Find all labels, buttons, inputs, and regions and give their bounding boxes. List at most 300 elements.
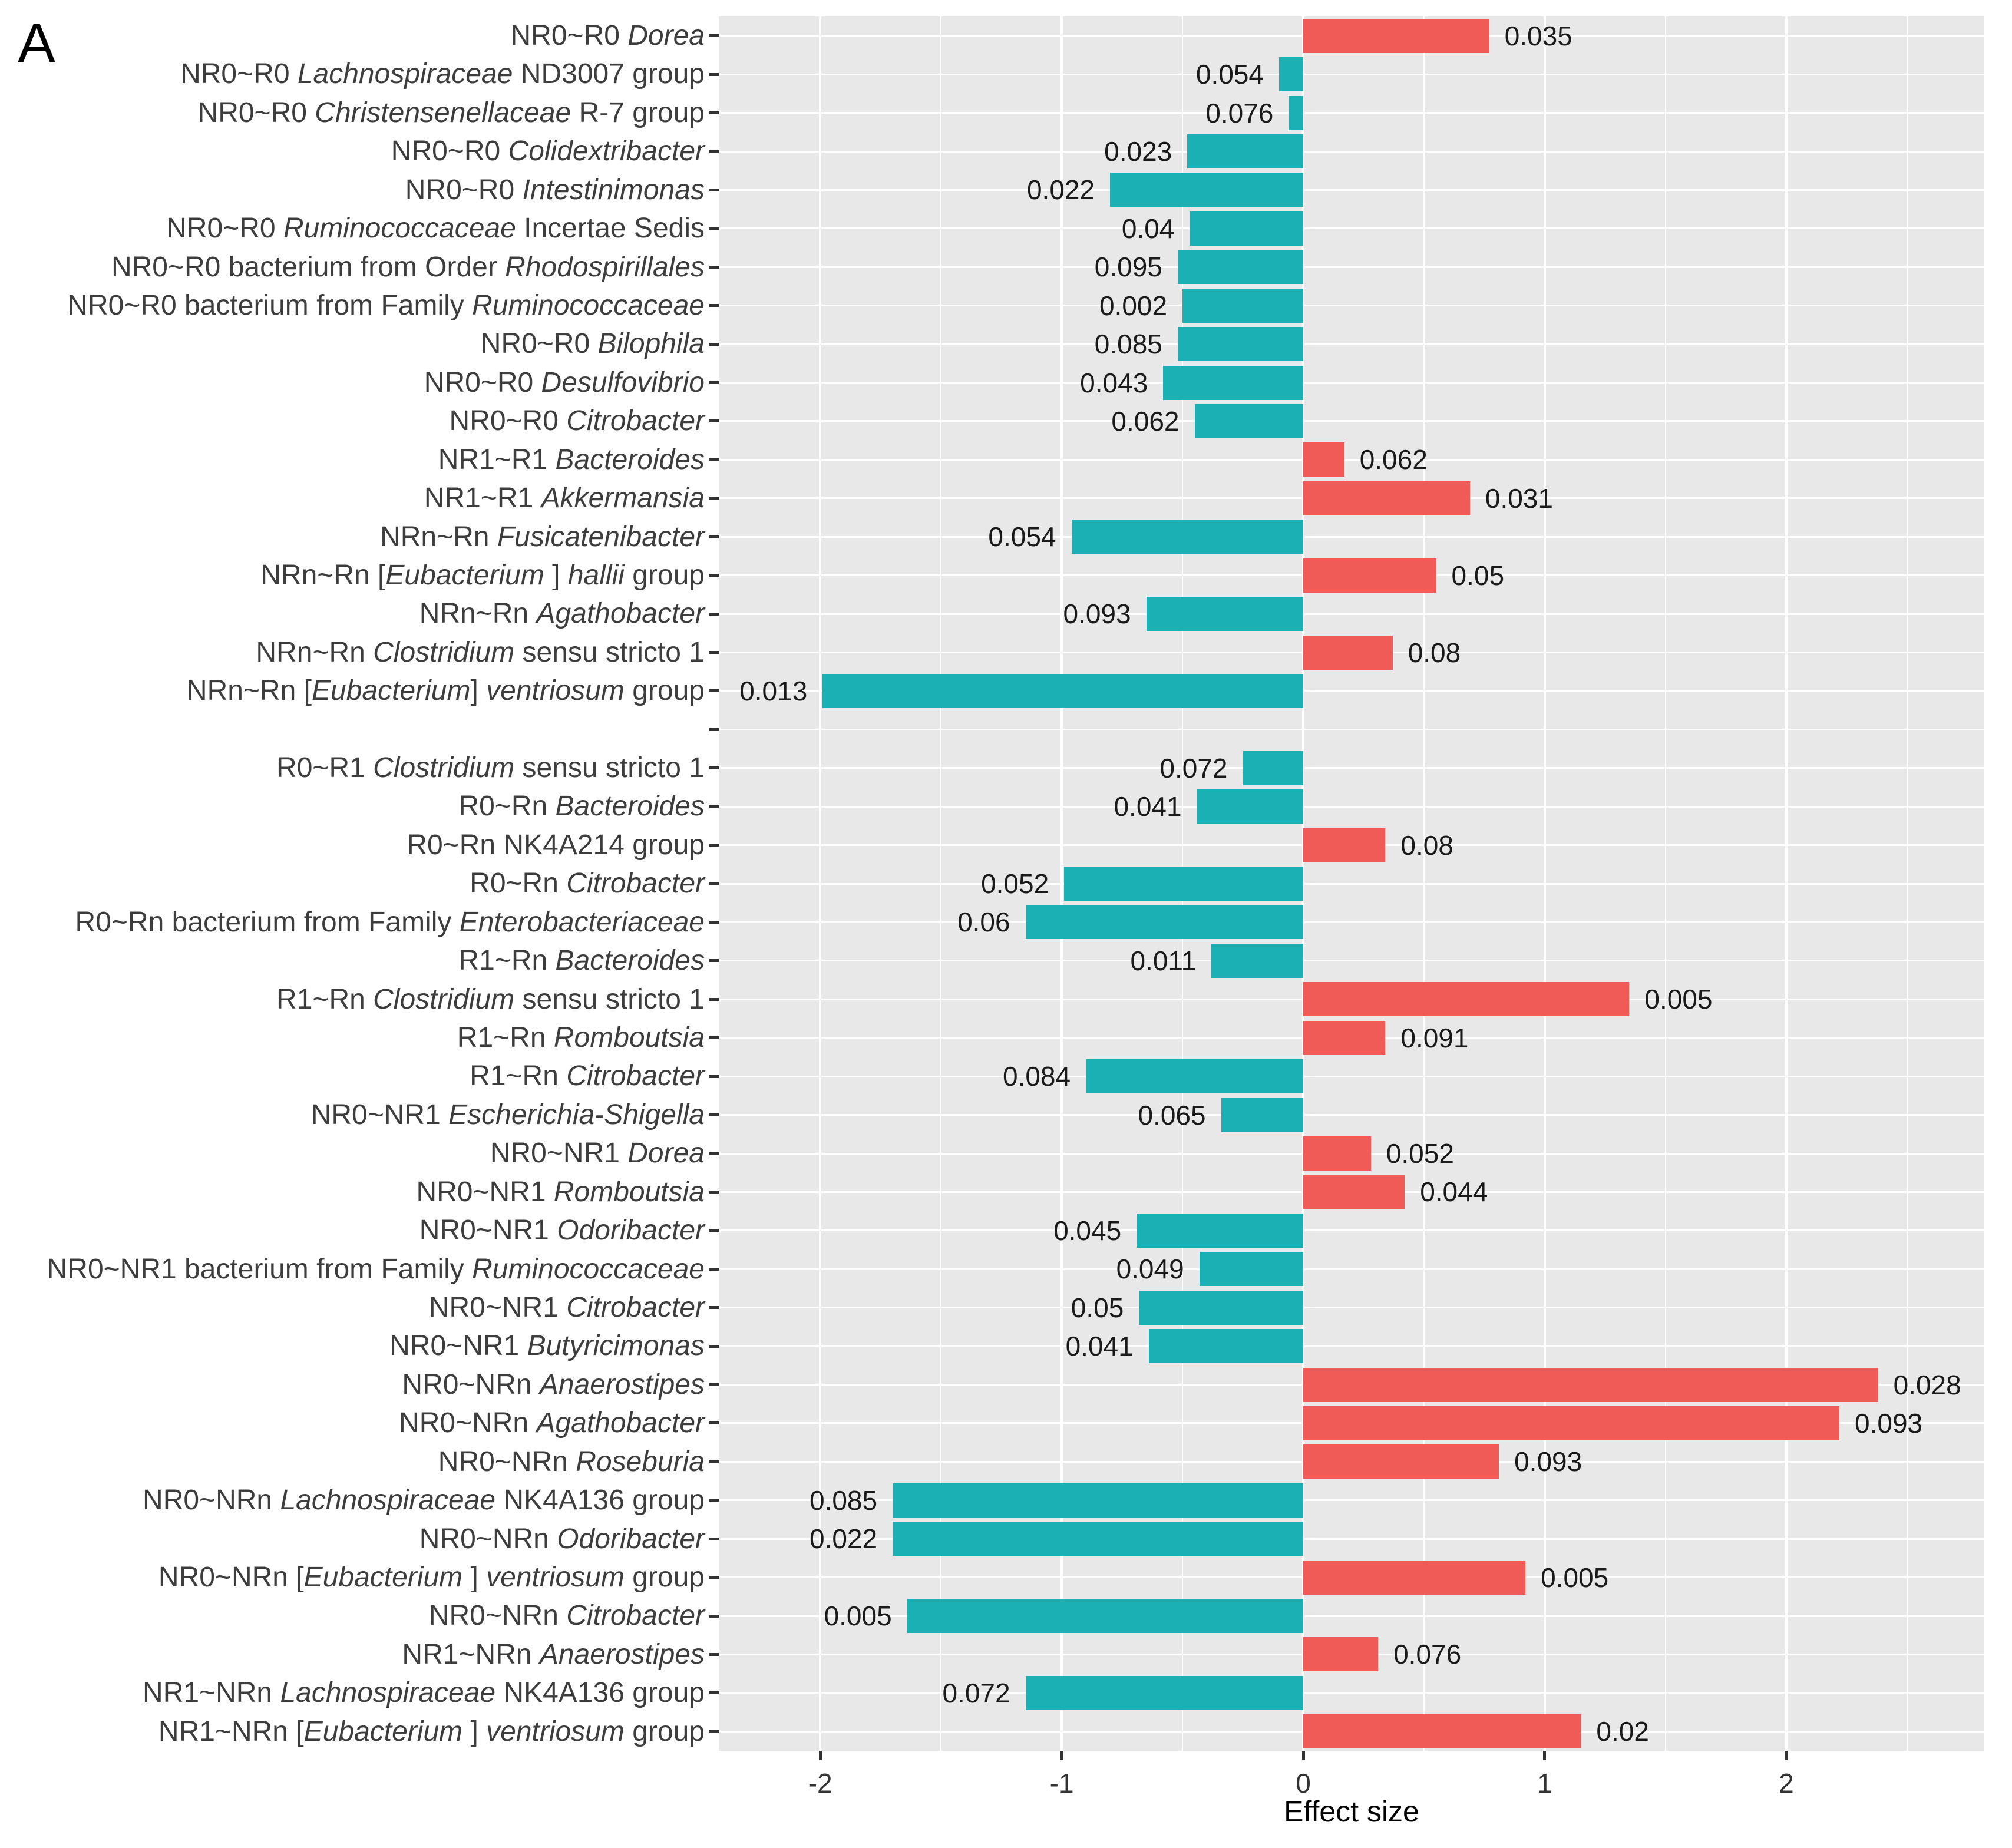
y-tick-mark [709,959,719,962]
x-tick-label: 1 [1537,1768,1552,1799]
p-value-label: 0.002 [1099,290,1168,321]
negative-bar [1137,1214,1303,1248]
x-tick-label: -2 [808,1768,832,1799]
taxon-name-italic: Bilophila [597,328,705,360]
y-tick-mark [709,497,719,500]
y-axis-label [0,1596,705,1635]
negative-bar [1187,134,1303,168]
y-tick-mark [709,304,719,307]
label-text: ] [470,1561,487,1593]
taxon-name-italic: Christensenellaceae [315,97,571,128]
taxon-name-italic: Akkermansia [541,482,705,514]
taxon-name-italic: Odoribacter [557,1215,705,1247]
taxon-name-italic: Bacteroides [555,444,705,475]
y-axis-label [0,787,705,825]
taxon-name-italic: Agathobacter [536,1407,705,1439]
negative-bar [1147,597,1304,631]
label-text: R1~Rn [470,1060,567,1092]
taxon-name-italic: Dorea [627,20,705,51]
p-value-label: 0.005 [1541,1562,1609,1593]
p-value-label: 0.065 [1138,1099,1206,1130]
negative-bar [893,1483,1303,1518]
y-tick-mark [709,266,719,269]
p-value-label: 0.049 [1116,1254,1184,1285]
label-text: NK4A136 group [495,1485,705,1516]
positive-bar [1303,1637,1378,1671]
row-gridline [719,1307,1984,1308]
label-text: ] [552,559,568,591]
y-axis-label [0,441,705,479]
y-axis-label [0,1057,705,1095]
row-gridline [719,1345,1984,1347]
label-text: sensu stricto 1 [514,636,705,668]
x-tick-mark [1785,1751,1788,1760]
y-axis-label [0,286,705,325]
p-value-label: 0.072 [942,1677,1010,1708]
y-tick-mark [709,419,719,422]
taxon-name-italic: Intestinimonas [522,174,705,206]
label-text: NR0~NRn [419,1523,557,1555]
positive-bar [1303,481,1470,515]
row-gridline [719,382,1984,384]
y-axis-label [0,594,705,633]
y-tick-mark [709,1345,719,1348]
positive-bar [1303,1368,1878,1402]
taxon-name-italic: Anaerostipes [539,1638,705,1670]
y-axis-label [0,1250,705,1288]
y-axis-label [0,94,705,132]
row-gridline [719,112,1984,114]
p-value-label: 0.085 [1094,329,1162,360]
y-tick-mark [709,1730,719,1733]
row-gridline [719,1229,1984,1231]
y-axis-label [0,1211,705,1249]
p-value-label: 0.022 [809,1523,878,1555]
label-text: R0~Rn NK4A214 group [407,829,705,861]
y-tick-mark [709,535,719,538]
p-value-label: 0.044 [1420,1176,1488,1208]
row-gridline [719,1692,1984,1694]
label-text: R0~R1 [276,752,374,784]
y-axis-label [0,556,705,594]
p-value-label: 0.005 [1644,984,1713,1015]
y-tick-mark [709,1191,719,1194]
panel-letter: A [18,12,56,75]
y-tick-mark [709,1268,719,1271]
label-text: NRn~Rn [256,636,374,668]
p-value-label: 0.062 [1359,444,1428,475]
p-value-label: 0.035 [1504,20,1572,51]
p-value-label: 0.052 [1386,1138,1454,1169]
taxon-name-italic: Eubacterium [385,559,553,591]
y-tick-mark [709,34,719,37]
taxon-name-italic: Bacteroides [555,945,705,977]
y-tick-mark [709,1499,719,1502]
y-axis-label [0,1134,705,1172]
y-axis-label [0,1443,705,1481]
taxon-name-italic: Escherichia-Shigella [448,1099,705,1130]
y-tick-mark [709,73,719,76]
p-value-label: 0.013 [739,675,808,706]
p-value-label: 0.054 [988,521,1056,553]
y-tick-mark [709,728,719,731]
taxon-name-italic: Rhodospirillales [505,251,705,283]
label-text: ND3007 group [513,58,705,90]
x-tick-mark [1060,1751,1063,1760]
p-value-label: 0.093 [1063,599,1131,629]
taxon-name-italic: ventriosum [486,1715,625,1747]
label-text: NR1~R1 [424,482,541,514]
taxon-name-italic: Fusicatenibacter [497,521,705,553]
y-tick-mark [709,189,719,191]
y-axis-label [0,402,705,440]
row-gridline [719,189,1984,191]
y-tick-mark [709,1576,719,1579]
row-gridline [719,1114,1984,1116]
label-text: NR0~R0 bacterium from Family [67,290,473,321]
y-tick-mark [709,1036,719,1039]
taxon-name-italic: ventriosum [486,1561,625,1593]
y-axis-label [0,1713,705,1751]
taxon-name-italic: Ruminococcaceae [472,1253,705,1285]
row-gridline [719,883,1984,885]
row-gridline [719,266,1984,268]
y-tick-mark [709,1113,719,1116]
label-text: NR0~NRn [438,1446,576,1477]
row-gridline [719,806,1984,808]
negative-bar [1190,211,1303,246]
label-text: ] [470,1715,487,1747]
y-tick-mark [709,651,719,654]
y-tick-mark [709,1383,719,1386]
negative-bar [1086,1059,1303,1093]
y-axis-label [0,672,705,710]
taxon-name-italic: ventriosum [486,675,625,707]
label-text: NR1~R1 [438,444,556,475]
y-tick-mark [709,150,719,153]
positive-bar [1303,1406,1839,1440]
label-text: NR0~R0 [197,97,315,128]
p-value-label: 0.08 [1400,829,1453,861]
label-text: NR0~NR1 [389,1330,527,1362]
negative-bar [1072,520,1304,554]
label-text: NR1~NRn [143,1677,280,1709]
row-gridline [719,227,1984,229]
taxon-name-italic: Eubacterium [303,1561,471,1593]
taxon-name-italic: Bacteroides [555,791,705,822]
taxon-name-italic: Eubacterium [312,675,471,707]
y-tick-mark [709,1421,719,1424]
row-gridline [719,767,1984,769]
negative-bar [907,1599,1303,1633]
p-value-label: 0.028 [1893,1369,1961,1400]
y-axis-label [0,518,705,556]
taxon-name-italic: Citrobacter [566,1291,705,1323]
y-axis-label [0,1096,705,1134]
taxon-name-italic: Citrobacter [566,405,705,437]
label-text: R0~Rn [458,791,556,822]
row-gridline [719,536,1984,538]
p-value-label: 0.005 [824,1601,892,1631]
negative-bar [1139,1291,1303,1325]
label-text: R1~Rn [458,945,556,977]
negative-bar [893,1522,1303,1556]
negative-bar [1182,289,1303,323]
row-gridline [719,305,1984,306]
y-axis-label [0,1404,705,1442]
row-gridline [719,613,1984,615]
p-value-label: 0.084 [1002,1061,1071,1092]
y-tick-mark [709,1691,719,1694]
positive-bar [1303,1714,1581,1748]
p-value-label: 0.095 [1094,252,1162,283]
label-text: group [624,1715,705,1747]
label-text: NR0~R0 bacterium from Order [111,251,506,283]
label-text: NR0~R0 [424,366,541,398]
y-axis-label [0,16,705,55]
negative-bar [1221,1098,1303,1132]
positive-bar [1303,982,1629,1016]
negative-bar [1163,366,1303,400]
taxon-name-italic: Lachnospiraceae [280,1485,496,1516]
positive-bar [1303,1136,1371,1171]
p-value-label: 0.052 [981,868,1049,899]
label-text: NRn~Rn [ [186,675,312,707]
row-gridline [719,729,1984,730]
y-tick-mark [709,343,719,346]
p-value-label: 0.023 [1104,136,1172,167]
p-value-label: 0.011 [1130,945,1197,976]
taxon-name-italic: Romboutsia [553,1176,705,1208]
y-tick-mark [709,613,719,616]
negative-bar [1200,1252,1303,1286]
label-text: NK4A136 group [495,1677,705,1709]
taxon-name-italic: Anaerostipes [539,1368,705,1400]
y-tick-mark [709,381,719,384]
row-gridline [719,459,1984,461]
x-tick-mark [819,1751,822,1760]
p-value-label: 0.062 [1111,405,1180,437]
y-axis-label [0,1173,705,1211]
label-text: NR0~NRn [402,1368,540,1400]
taxon-name-italic: Ruminococcaceae [472,290,705,321]
p-value-label: 0.076 [1393,1639,1462,1670]
negative-bar [1149,1329,1303,1363]
label-text: NR0~NR1 [416,1176,554,1208]
y-axis-label [0,749,705,787]
taxon-name-italic: Enterobacteriaceae [459,906,705,938]
taxon-name-italic: Clostridium [373,983,515,1015]
y-axis-label [0,1674,705,1712]
row-gridline [719,420,1984,422]
label-text: NR0~R0 [405,174,523,206]
y-tick-mark [709,882,719,885]
y-axis-label [0,363,705,402]
y-tick-mark [709,111,719,114]
negative-bar [1243,751,1304,785]
y-axis-label [0,132,705,170]
positive-bar [1303,19,1489,53]
row-gridline [719,1076,1984,1077]
label-text: NR0~NRn [399,1407,537,1439]
taxon-name-italic: Clostridium [373,636,515,668]
label-text: group [624,675,705,707]
y-tick-mark [709,458,719,461]
y-tick-mark [709,689,719,692]
y-axis-label [0,209,705,247]
taxon-name-italic: hallii [567,559,625,591]
taxon-name-italic: Lachnospiraceae [297,58,513,90]
label-text: group [624,1561,705,1593]
taxon-name-italic: Lachnospiraceae [280,1677,496,1709]
positive-bar [1303,1175,1405,1209]
x-tick-label: -1 [1049,1768,1074,1799]
p-value-label: 0.05 [1071,1292,1124,1323]
x-tick-mark [1302,1751,1305,1760]
positive-bar [1303,1021,1385,1055]
y-tick-mark [709,805,719,808]
label-text: R1~Rn [457,1022,554,1053]
positive-bar [1303,636,1393,670]
y-axis-label [0,1520,705,1558]
label-text: R-7 group [571,97,705,128]
p-value-label: 0.072 [1159,752,1228,784]
p-value-label: 0.076 [1205,97,1274,128]
y-axis-label [0,1019,705,1057]
label-text: NR0~NR1 bacterium from Family [47,1253,473,1285]
negative-bar [1211,944,1303,978]
y-axis-label [0,325,705,363]
label-text: NR0~NRn [143,1485,280,1516]
label-text: NR1~NRn [ [158,1715,304,1747]
label-text: NR0~R0 [510,20,628,51]
y-axis-label [0,633,705,672]
p-value-label: 0.06 [957,907,1010,938]
taxon-name-italic: Roseburia [576,1446,705,1477]
y-axis-label [0,479,705,517]
label-text: NRn~Rn [380,521,497,553]
y-tick-mark [709,844,719,847]
taxon-name-italic: Clostridium [373,752,515,784]
row-gridline [719,921,1984,923]
label-text: R0~Rn bacterium from Family [75,906,460,938]
row-gridline [719,343,1984,345]
row-gridline [719,1268,1984,1270]
y-axis-label [0,1366,705,1404]
taxon-name-italic: Odoribacter [557,1523,705,1555]
x-tick-label: 2 [1779,1768,1794,1799]
row-gridline [719,74,1984,75]
y-axis-label [0,980,705,1019]
taxon-name-italic: Ruminococcaceae [283,213,516,244]
y-tick-mark [709,1075,719,1078]
taxon-name-italic: Citrobacter [566,1600,705,1632]
y-axis-label [0,1558,705,1596]
y-tick-mark [709,227,719,230]
x-axis-title: Effect size [1284,1795,1419,1828]
y-axis-label [0,1635,705,1674]
y-axis-label [0,55,705,93]
p-value-label: 0.031 [1485,482,1554,514]
negative-bar [1026,905,1303,939]
negative-bar [1195,404,1304,438]
label-text: R1~Rn [276,983,374,1015]
positive-bar [1303,442,1344,477]
label-text: R0~Rn [470,868,567,900]
row-gridline [719,960,1984,961]
p-value-label: 0.093 [1855,1407,1923,1439]
p-value-label: 0.08 [1408,637,1461,668]
negative-bar [1178,327,1303,361]
y-axis-label [0,1327,705,1365]
p-value-label: 0.093 [1514,1446,1582,1477]
y-axis-label [0,941,705,980]
label-text: NRn~Rn [ [260,559,386,591]
taxon-name-italic: Dorea [627,1138,705,1169]
y-tick-mark [709,574,719,577]
p-value-label: 0.045 [1053,1215,1122,1246]
p-value-label: 0.041 [1065,1331,1134,1362]
y-tick-mark [709,1653,719,1656]
p-value-label: 0.041 [1114,791,1182,822]
negative-bar [1197,789,1303,824]
y-tick-mark [709,921,719,924]
label-text: sensu stricto 1 [514,983,705,1015]
negative-bar [1178,250,1303,284]
label-text: NR0~NR1 [419,1215,557,1247]
label-text: ] [470,675,487,707]
y-tick-mark [709,1152,719,1155]
label-text: NR0~R0 [391,135,508,167]
negative-bar [822,674,1303,708]
label-text: sensu stricto 1 [514,752,705,784]
p-value-label: 0.022 [1026,174,1095,206]
negative-bar [1289,96,1303,130]
negative-bar [1026,1676,1303,1710]
taxon-name-italic: Agathobacter [536,598,705,630]
y-tick-mark [709,1538,719,1540]
label-text: NR1~NRn [402,1638,540,1670]
taxon-name-italic: Romboutsia [553,1022,705,1053]
negative-bar [1064,867,1303,901]
negative-bar [1279,57,1303,91]
positive-bar [1303,1444,1499,1479]
label-text: NR0~R0 [166,213,283,244]
taxon-name-italic: Eubacterium [303,1715,471,1747]
p-value-label: 0.05 [1451,560,1505,591]
x-tick-mark [1543,1751,1546,1760]
negative-bar [1110,173,1303,207]
y-axis-label [0,1288,705,1327]
y-tick-mark [709,1615,719,1618]
taxon-name-italic: Butyricimonas [527,1330,705,1362]
y-tick-mark [709,1460,719,1463]
label-text: NR0~R0 [449,405,567,437]
label-text: NR0~NRn [ [158,1561,304,1593]
y-axis-label [0,826,705,864]
p-value-label: 0.091 [1400,1022,1469,1053]
label-text: group [624,559,705,591]
label-text: NR0~R0 [480,328,598,360]
p-value-label: 0.043 [1080,367,1148,398]
label-text: NR0~NR1 [310,1099,449,1130]
label-text: NR0~R0 [180,58,298,90]
label-text: NRn~Rn [419,598,537,630]
y-axis-label [0,903,705,941]
taxon-name-italic: Citrobacter [566,1060,705,1092]
y-tick-mark [709,998,719,1001]
label-text: NR0~NRn [428,1600,567,1632]
